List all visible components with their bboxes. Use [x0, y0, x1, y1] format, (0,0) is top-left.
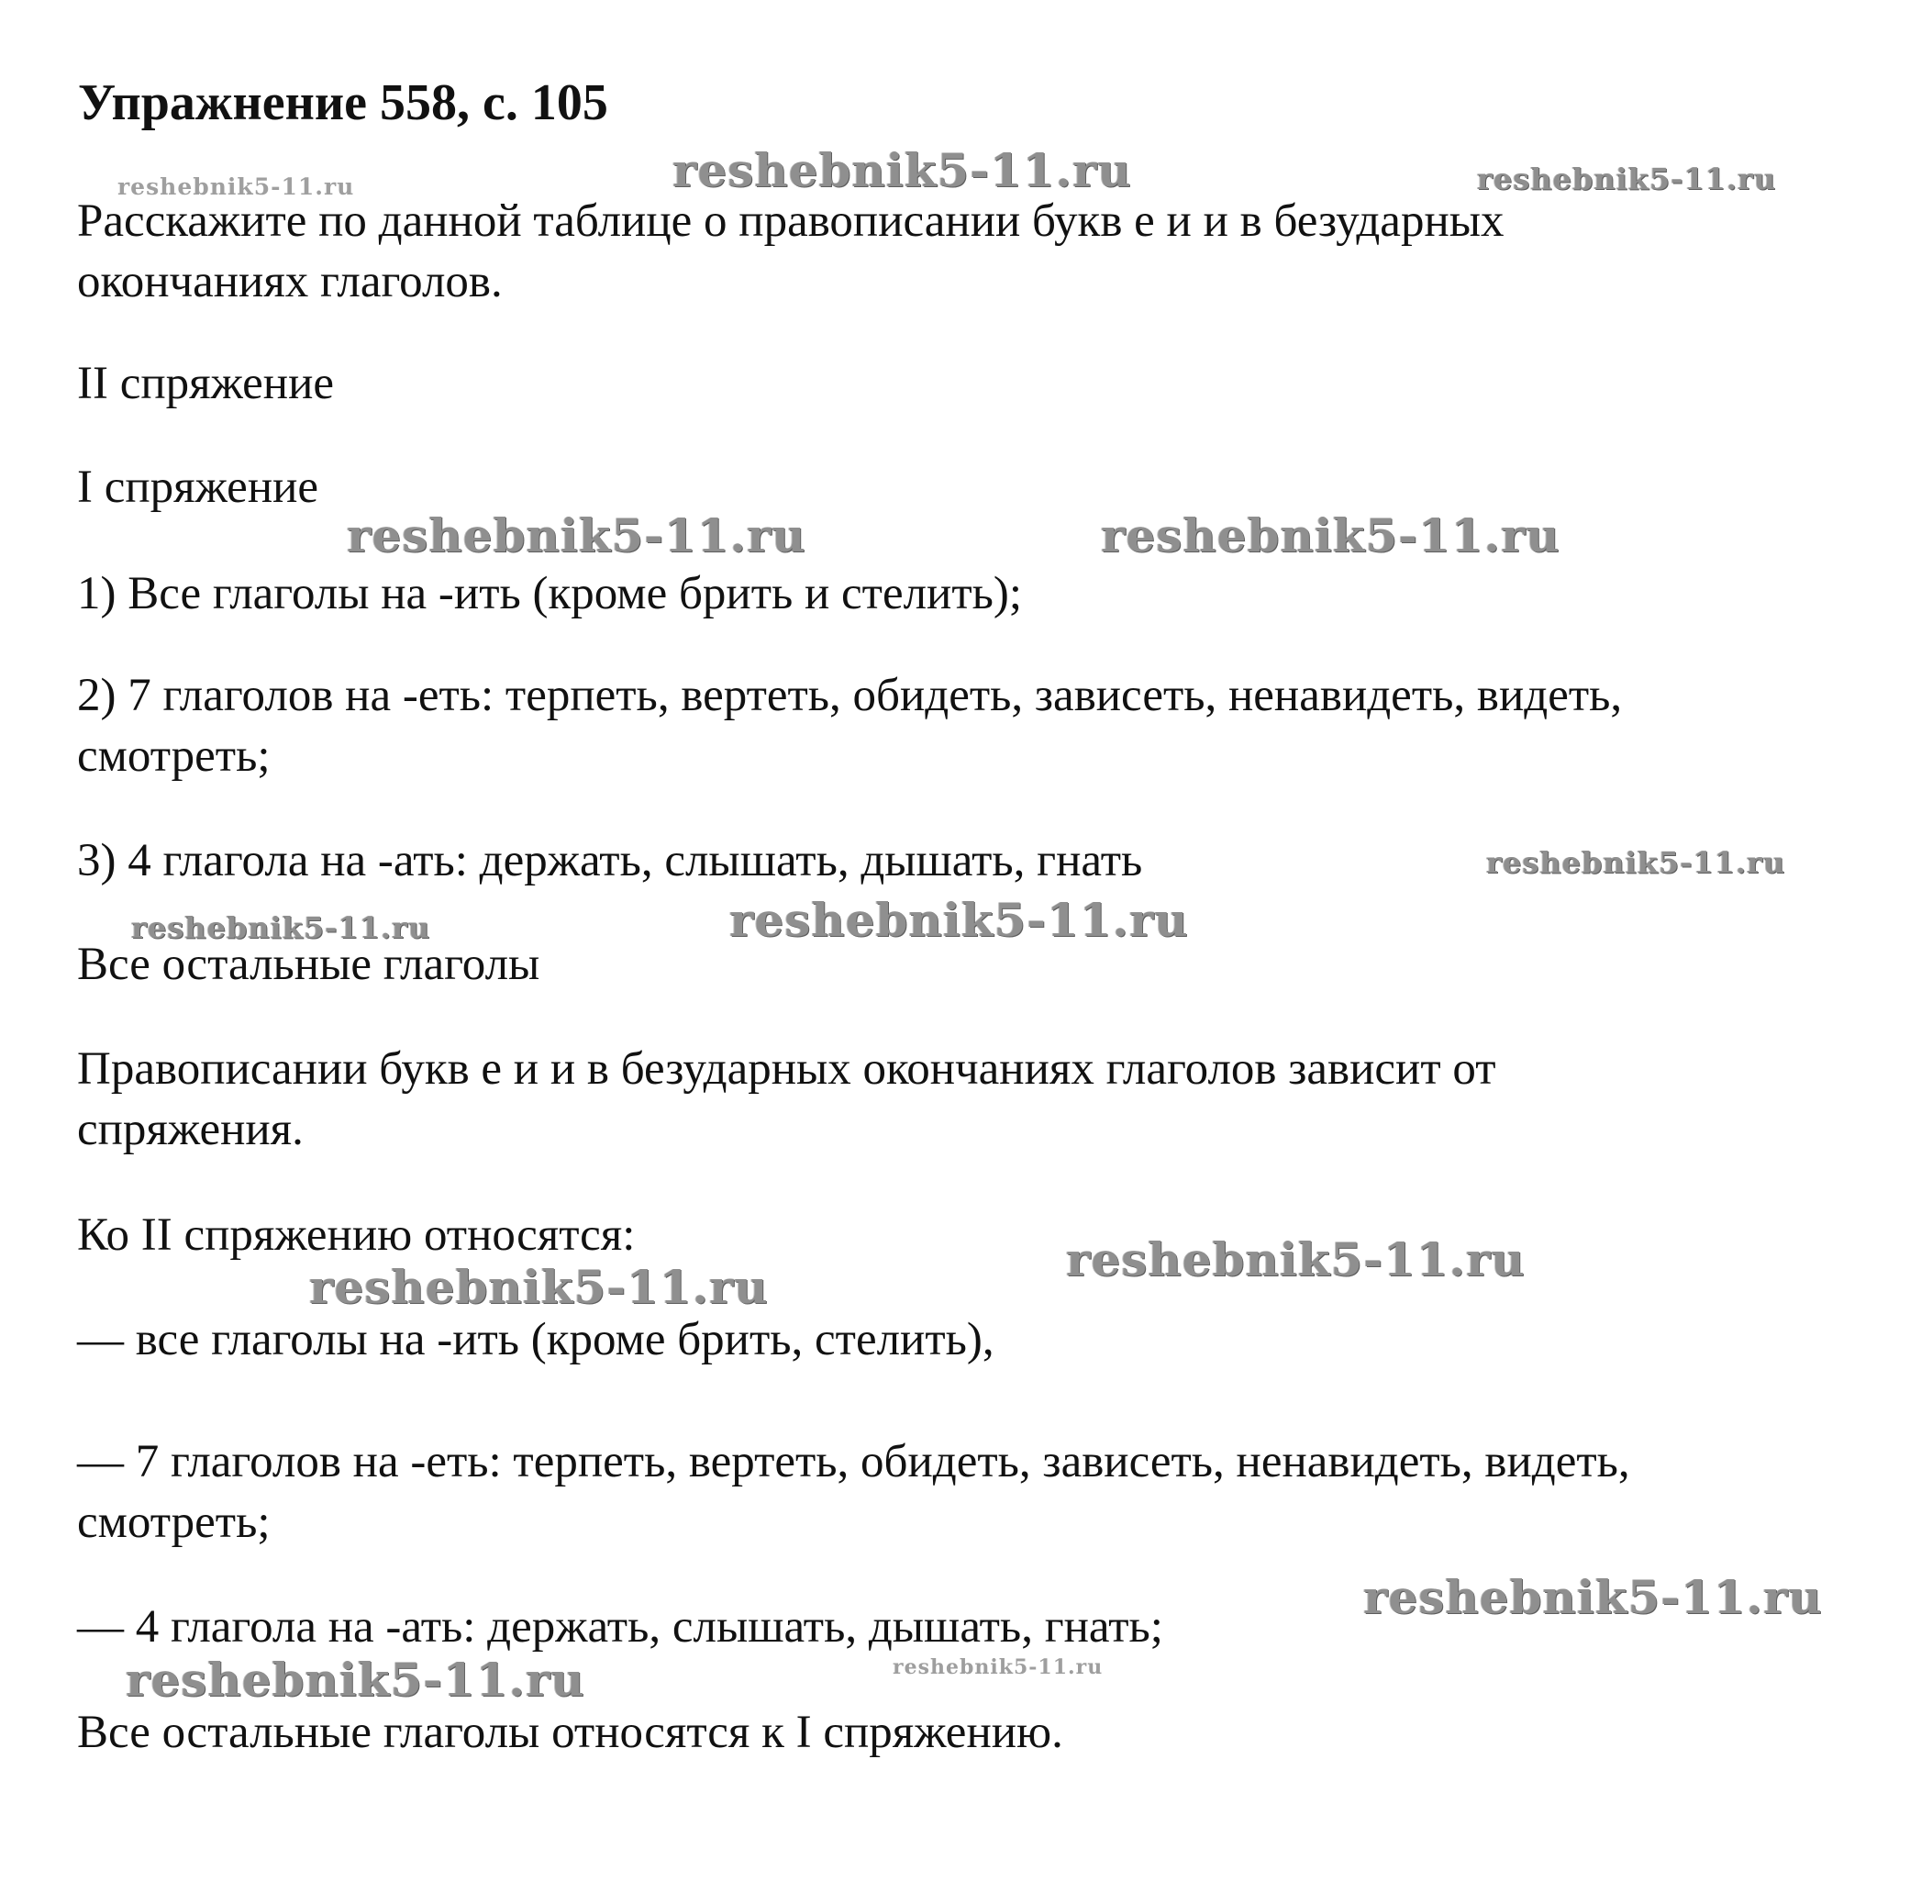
watermark: reshebnik5-11.ru	[131, 910, 431, 945]
watermark: reshebnik5-11.ru	[347, 508, 806, 562]
answer-dash-3: — 4 глагола на -ать: держать, слышать, дышать, гнать;	[77, 1601, 1163, 1653]
conjugation-1-heading: I спряжение	[77, 462, 319, 513]
conjugation-2-heading: II спряжение	[77, 358, 335, 409]
watermark: reshebnik5-11.ru	[126, 1653, 585, 1707]
task-line-2: окончаниях глаголов.	[77, 256, 503, 307]
watermark: reshebnik5-11.ru	[1066, 1232, 1526, 1286]
watermark: reshebnik5-11.ru	[1486, 845, 1786, 880]
table-item-others: Все остальные глаголы	[77, 939, 540, 990]
task-text	[77, 191, 1505, 312]
exercise-title: Упражнение 558, с. 105	[78, 74, 608, 131]
answer-conclusion: Все остальные глаголы относятся к I спряжению.	[77, 1707, 1063, 1758]
table-item-3: 3) 4 глагола на -ать: держать, слышать, дышать, гнать	[77, 835, 1143, 886]
answer-intro-line-1: Правописании букв е и и в безударных окончаниях глаголов зависит от	[77, 1043, 1496, 1095]
table-item-2-line-1: 2) 7 глаголов на -еть: терпеть, вертеть, обидеть, зависеть, ненавидеть, видеть,	[77, 670, 1623, 721]
watermark: reshebnik5-11.ru	[729, 893, 1189, 947]
answer-dash-2-line-1: — 7 глаголов на -еть: терпеть, вертеть, обидеть, зависеть, ненавидеть, видеть,	[77, 1436, 1630, 1487]
answer-intro	[77, 1039, 1496, 1160]
table-item-1: 1) Все глаголы на -ить (кроме брить и стелить);	[77, 568, 1023, 619]
watermark: reshebnik5-11.ru	[117, 173, 355, 200]
table-item-2	[77, 665, 1622, 786]
answer-dash-2-line-2: смотреть;	[77, 1497, 271, 1548]
watermark: reshebnik5-11.ru	[893, 1655, 1104, 1679]
conjugation-2-label: Ко II спряжению относятся:	[77, 1209, 636, 1261]
task-line-1: Расскажите по данной таблице о правописании букв е и и в безударных	[77, 195, 1505, 247]
watermark: reshebnik5-11.ru	[309, 1260, 769, 1314]
watermark: reshebnik5-11.ru	[1477, 161, 1777, 196]
watermark: reshebnik5-11.ru	[1101, 508, 1560, 562]
watermark: reshebnik5-11.ru	[1363, 1570, 1823, 1624]
table-item-2-line-2: смотреть;	[77, 730, 271, 782]
watermark: reshebnik5-11.ru	[672, 143, 1132, 197]
answer-dash-1: — все глаголы на -ить (кроме брить, стелить),	[77, 1314, 994, 1365]
answer-intro-line-2: спряжения.	[77, 1104, 304, 1155]
answer-dash-2	[77, 1431, 1630, 1553]
